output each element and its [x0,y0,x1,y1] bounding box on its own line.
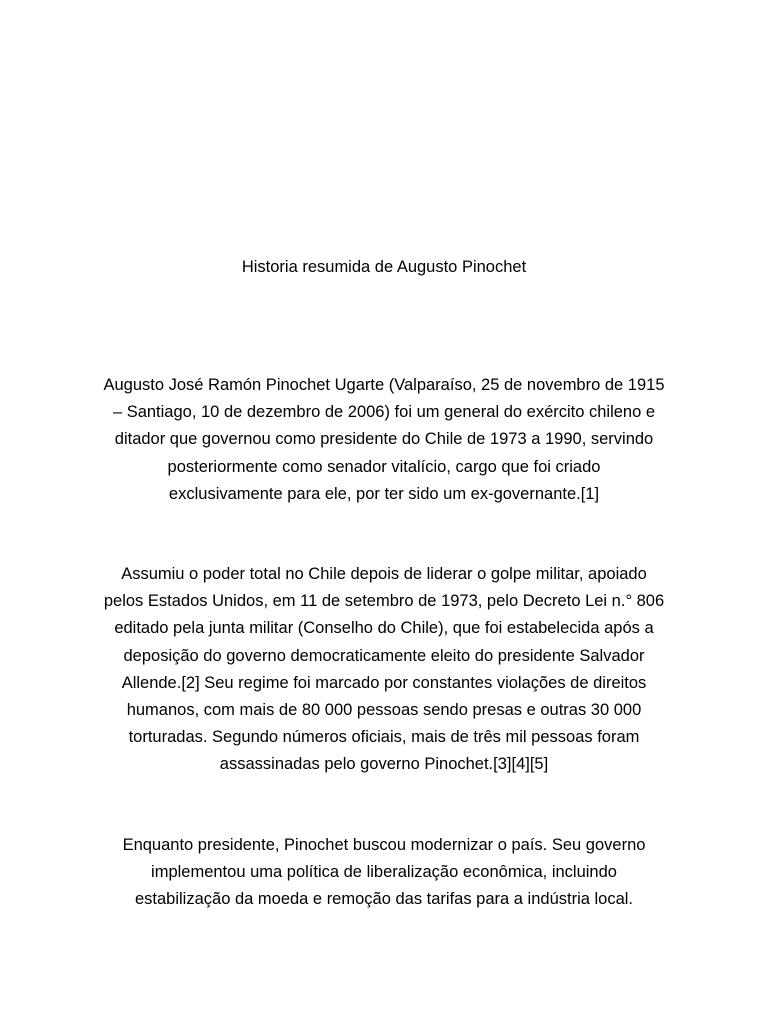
paragraph-line: implementou uma política de liberalização econômica, incluindo [151,863,617,882]
paragraph-line: estabilização da moeda e remoção das tarifas para a indústria local. [134,890,634,909]
paragraph-line: pelos Estados Unidos, em 11 de setembro de 1973, pelo Decreto Lei n.° 806 [103,592,665,611]
paragraph-line: assassinadas pelo governo Pinochet.[3][4][5] [219,755,549,774]
paragraph-3 [80,832,688,914]
paragraph-2 [80,561,688,779]
paragraph-line: humanos, com mais de 80 000 pessoas sendo presas e outras 30 000 [126,701,642,720]
paragraph-line: Assumiu o poder total no Chile depois de liderar o golpe militar, apoiado [121,565,647,583]
paragraph-line: Allende.[2] Seu regime foi marcado por constantes violações de direitos [121,673,647,692]
paragraph-line: deposição do governo democraticamente eleito do presidente Salvador [123,646,645,665]
paragraph-1 [80,372,688,508]
document-title: Historia resumida de Augusto Pinochet [241,258,527,276]
paragraph-line: posteriormente como senador vitalício, cargo que foi criado [167,457,601,476]
paragraph-line: Enquanto presidente, Pinochet buscou modernizar o país. Seu governo [122,836,646,854]
paragraph-line: exclusivamente para ele, por ter sido um ex-governante.[1] [168,484,600,503]
paragraph-line: – Santiago, 10 de dezembro de 2006) foi um general do exército chileno e [112,403,656,422]
paragraph-line: ditador que governou como presidente do Chile de 1973 a 1990, servindo [114,430,654,449]
paragraph-line: Augusto José Ramón Pinochet Ugarte (Valparaíso, 25 de novembro de 1915 [103,376,665,394]
paragraph-line: editado pela junta militar (Conselho do Chile), que foi estabelecida após a [114,619,654,638]
paragraph-line: torturadas. Segundo números oficiais, mais de três mil pessoas foram [128,728,640,747]
